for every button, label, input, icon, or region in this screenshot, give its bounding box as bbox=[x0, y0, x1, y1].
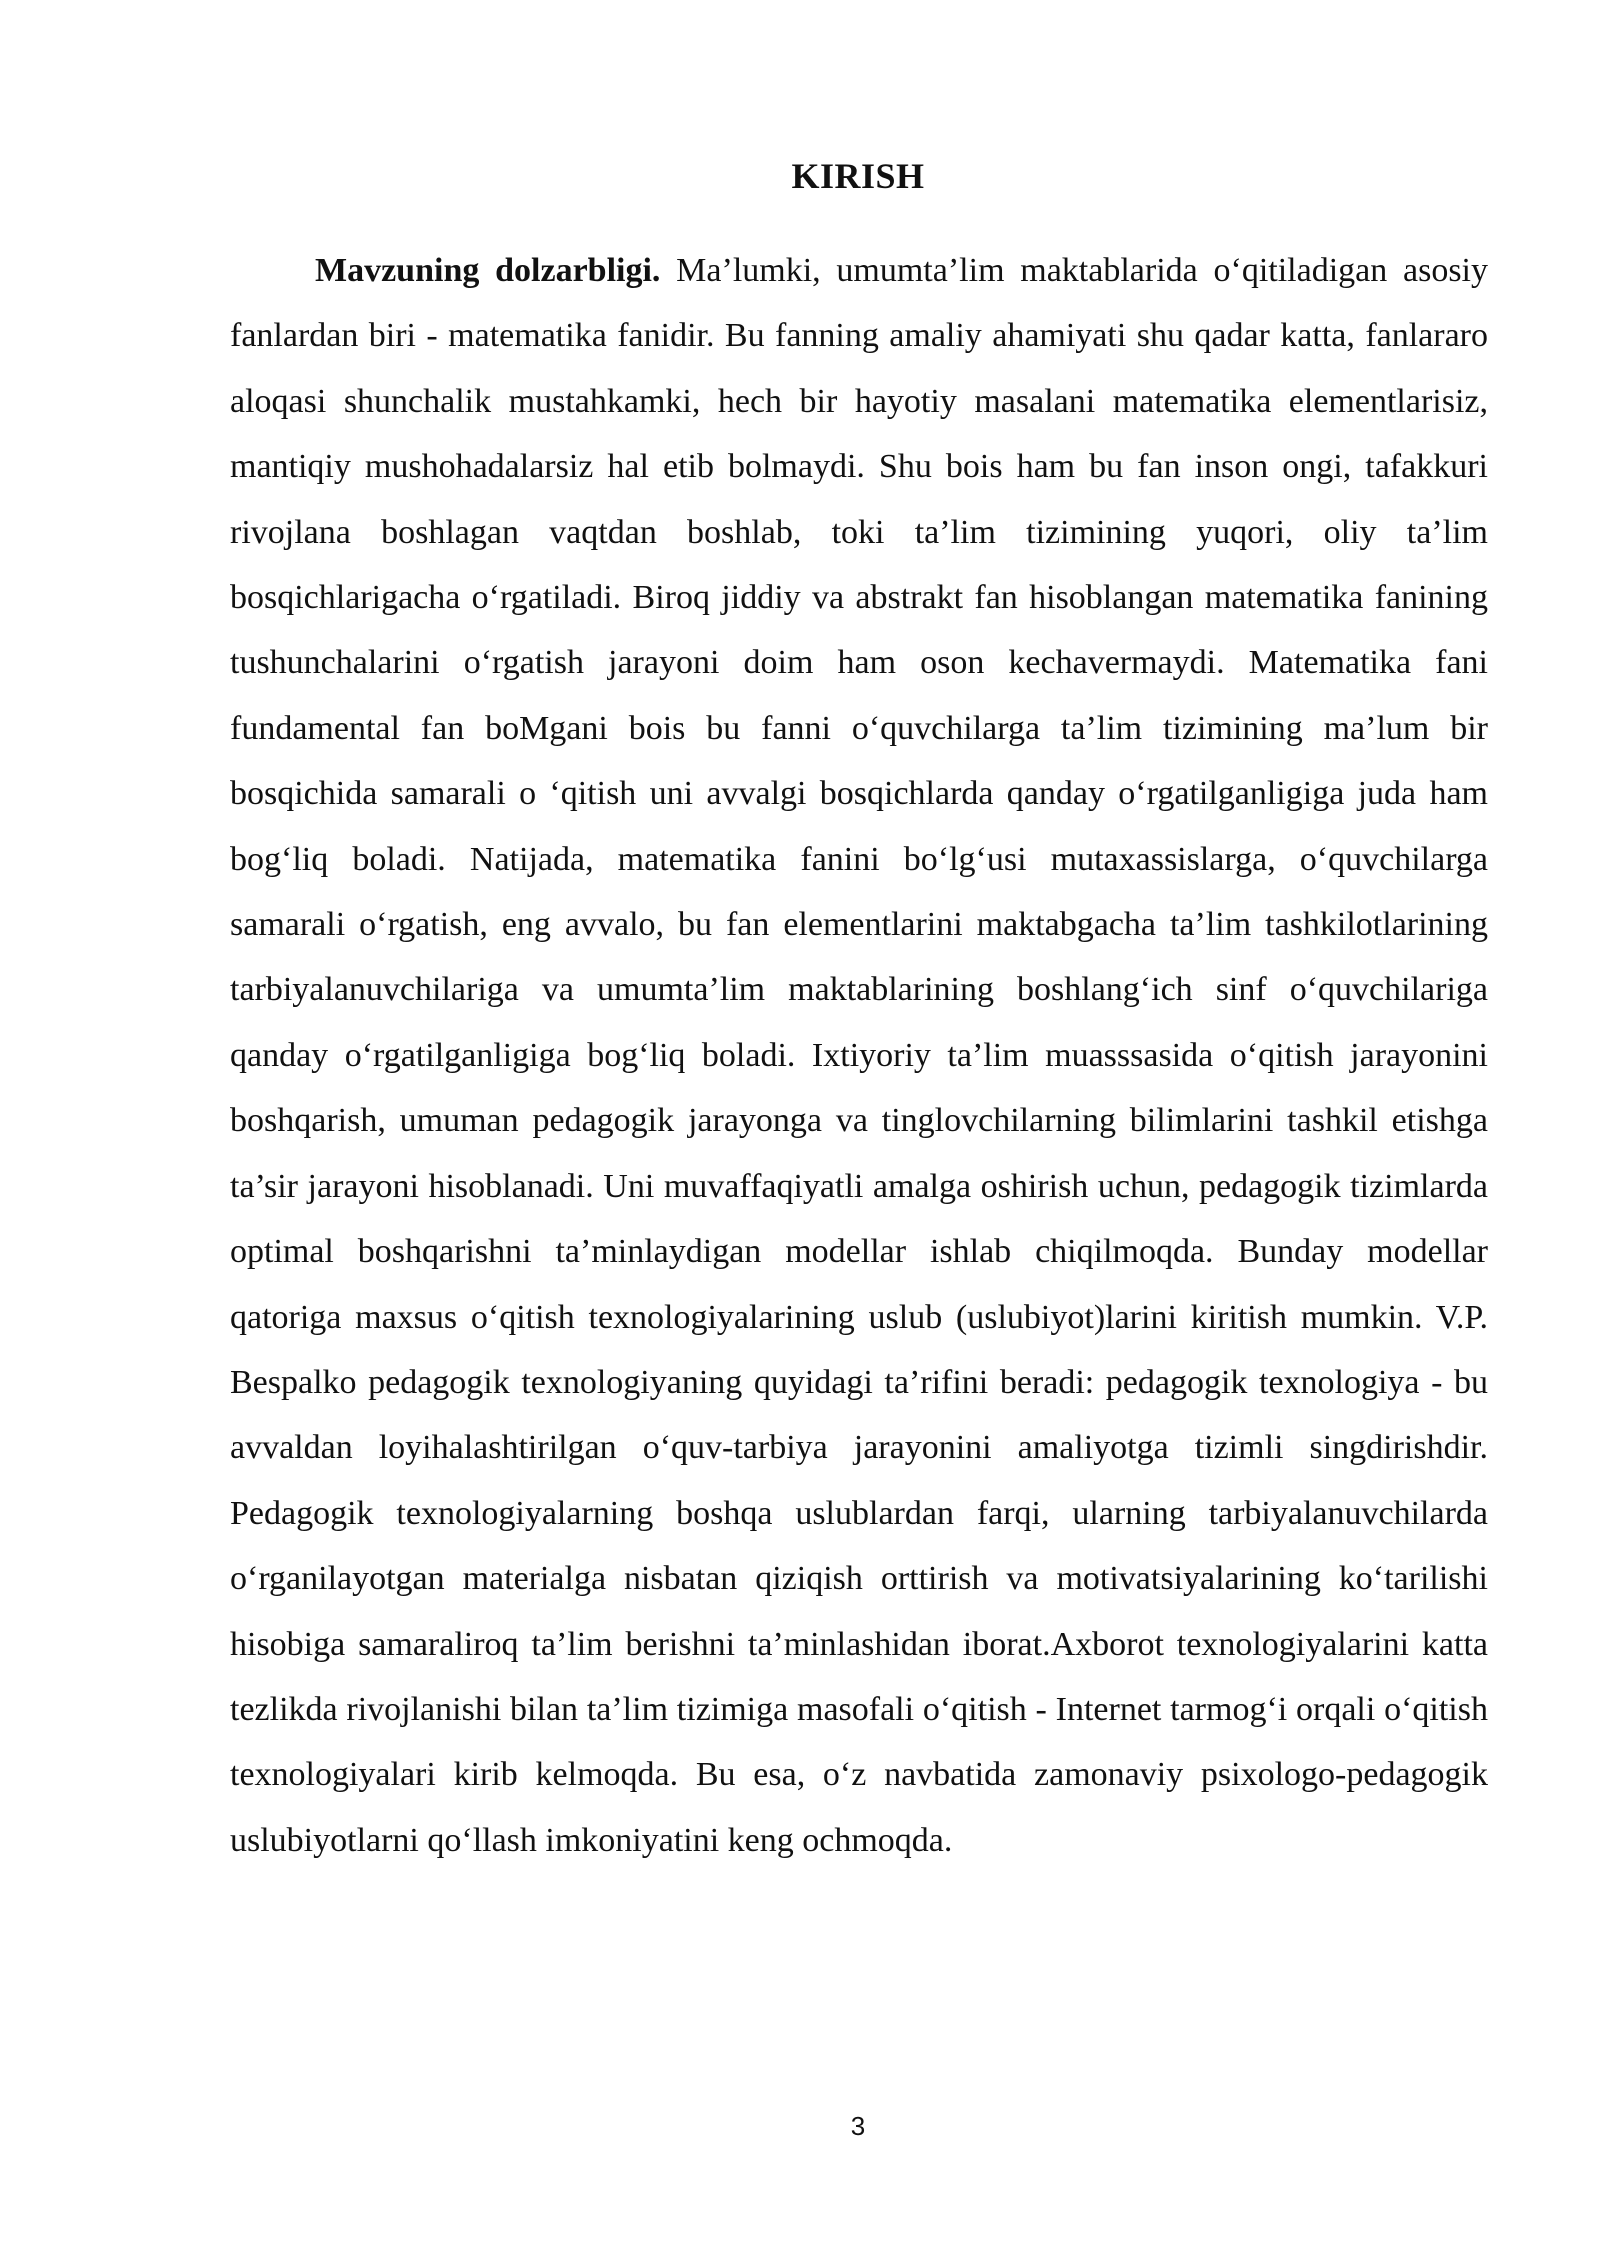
body-text bbox=[230, 238, 1488, 1873]
lead-title: Mavzuning dolzarbligi. bbox=[315, 252, 661, 289]
section-heading: KIRISH bbox=[791, 156, 925, 196]
page-number: 3 bbox=[850, 2111, 866, 2141]
paragraph-text: Ma’lumki, umumta’lim maktablarida o‘qitiladigan asosiy fanlardan biri - matematika fanidir. Bu fanning amaliy ahamiyati shu qadar katta, fanlararo aloqasi shunchalik mustahkamki, hech bir hayotiy masalani matematika elementlarisiz, mantiqiy mushohadalarsiz hal etib bolmaydi. Shu bois ham bu fan inson ongi, tafakkuri rivojlana boshlagan vaqtdan boshlab, toki ta’lim tizimining yuqori, oliy ta’lim bosqichlarigacha o‘rgatiladi. Biroq jiddiy va abstrakt fan hisoblangan matematika fanining tushunchalarini o‘rgatish jarayoni doim ham oson kechavermaydi. Matematika fani fundamental fan boMgani bois bu fanni o‘quvchilarga ta’lim tizimining ma’lum bir bosqichida samarali o ‘qitish uni avvalgi bosqichlarda qanday o‘rgatilganligiga juda ham bog‘liq boladi. Natijada, matematika fanini bo‘lg‘usi mutaxassislarga, o‘quvchilarga samarali o‘rgatish, eng avvalo, bu fan elementlarini maktabgacha ta’lim tashkilotlarining tarbiyalanuvchilariga va umumta’lim maktablarining boshlang‘ich sinf o‘quvchilariga qanday o‘rgatilganligiga bog‘liq boladi. Ixtiyoriy ta’lim muasssasida o‘qitish jarayonini boshqarish, umuman pedagogik jarayonga va tinglovchilarning bilimlarini tashkil etishga ta’sir jarayoni hisoblanadi. Uni muvaffaqiyatli amalga oshirish uchun, pedagogik tizimlarda optimal boshqarishni ta’minlaydigan modellar ishlab chiqilmoqda. Bunday modellar qatoriga maxsus o‘qitish texnologiyalarining uslub (uslubiyot)larini kiritish mumkin. V.P. Bespalko pedagogik texnologiyaning quyidagi ta’rifini beradi: pedagogik texnologiya - bu avvaldan loyihalashtirilgan o‘quv-tarbiya jarayonini amaliyotga tizimli singdirishdir. Pedagogik texnologiyalarning boshqa uslublardan farqi, ularning tarbiyalanuvchilarda o‘rganilayotgan materialga nisbatan qiziqish orttirish va motivatsiyalarining ko‘tarilishi hisobiga samaraliroq ta’lim berishni ta’minlashidan iborat.Axborot texnologiyalarini katta tezlikda rivojlanishi bilan ta’lim tizimiga masofali o‘qitish - Internet tarmog‘i orqali o‘qitish texnologiyalari kirib kelmoqda. Bu esa, o‘z navbatida zamonaviy psixologo-pedagogik uslubiyotlarni qo‘llash imkoniyatini keng ochmoqda. bbox=[230, 252, 1489, 1859]
paragraph bbox=[230, 238, 1488, 1873]
